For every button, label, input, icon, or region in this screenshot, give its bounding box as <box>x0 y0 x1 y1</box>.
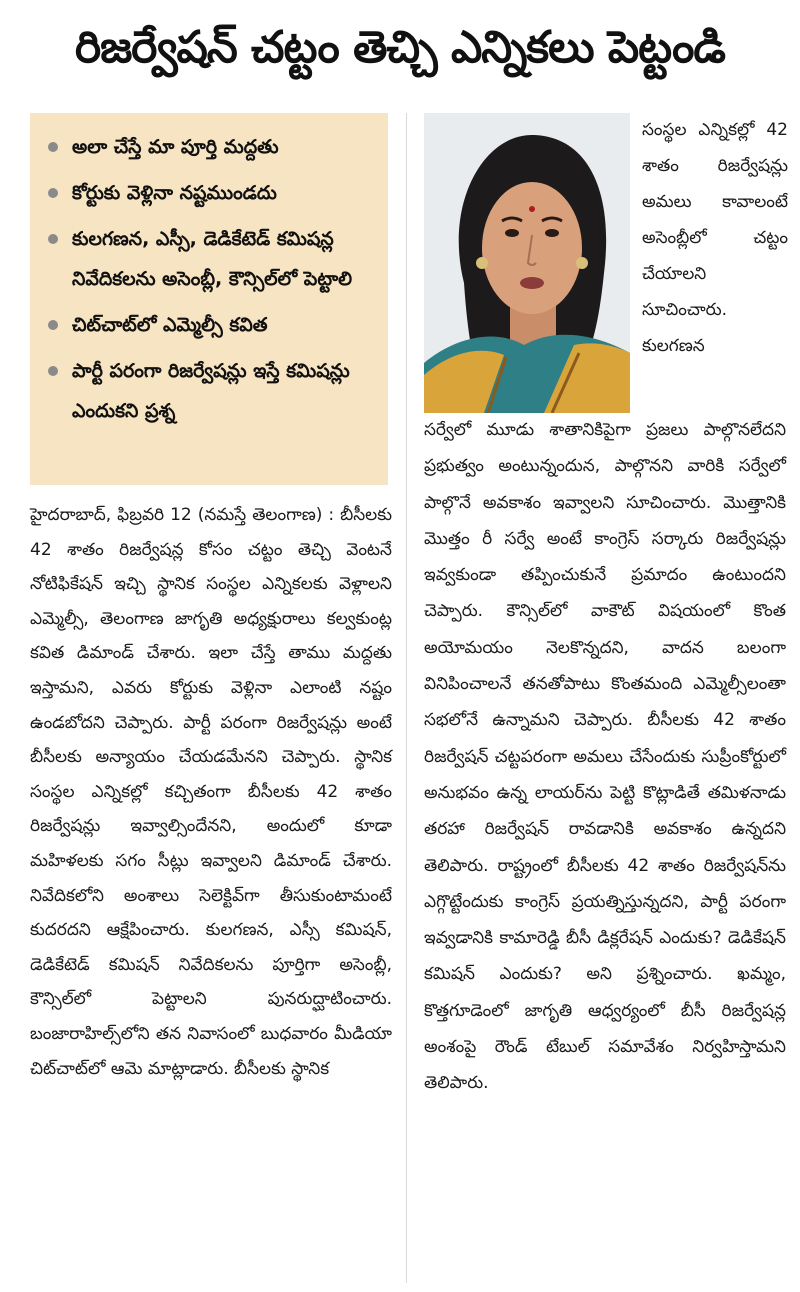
highlight-text: అలా చేస్తే మా పూర్తి మద్దతు <box>72 136 279 158</box>
article-text: సంస్థల ఎన్నికల్లో 42 శాతం రిజర్వేషన్లు అమలు కావాలంటే అసెంబ్లీలో చట్టం చేయాలని సూచించారు. కులగణన <box>642 120 788 356</box>
highlight-item <box>44 219 380 299</box>
bullet-icon <box>48 188 58 198</box>
article-text: సర్వేలో మూడు శాతానికిపైగా ప్రజలు పాల్గొనలేదని ప్రభుత్వం అంటున్నందున, పాల్గొనని వారికి సర్వేలో పాల్గొనే అవకాశం ఇవ్వాలని సూచించారు. మొత్తానికి మొత్తం రీ సర్వే అంటే కాంగ్రెస్ సర్కారు రిజర్వేషన్లు ఇవ్వకుండా తప్పించుకునే ప్రమాదం ఉంటుందని చెప్పారు. కౌన్సిల్‌లో వాకౌట్ విషయంలో కొంత అయోమయం నెలకొన్నదని, వాదన బలంగా వినిపించాలనే తనతోపాటు కొంతమంది ఎమ్మెల్సీలంతా సభలోనే ఉన్నామని చెప్పారు. బీసీలకు 42 శాతం రిజర్వేషన్ చట్టపరంగా అమలు చేసేందుకు సుప్రీంకోర్టులో అనుభవం ఉన్న లాయర్‌ను పెట్టి కొట్లాడితే తమిళనాడు తరహా రిజర్వేషన్ రావడానికి అవకాశం ఉన్నదని తెలిపారు. రాష్ట్రంలో బీసీలకు 42 శాతం రిజర్వేషన్‌ను ఎగ్గొట్టేందుకు కాంగ్రెస్ ప్రయత్నిస్తున్నదని, పార్టీ పరంగా ఇవ్వడానికి కామారెడ్డి బీసీ డిక్లరేషన్ ఎందుకు? డెడికేషన్ కమిషన్ ఎందుకు? అని ప్రశ్నించారు. ఖమ్మం, కొత్తగూడెంలో జాగృతి ఆధ్వర్యంలో బీసీ రిజర్వేషన్ల అంశంపై రౌండ్ టేబుల్ సమావేశం నిర్వహిస్తామని తెలిపారు. <box>424 420 786 1094</box>
portrait-photo <box>424 113 630 413</box>
column-divider <box>406 113 407 1283</box>
highlight-item <box>44 127 380 167</box>
portrait-illustration <box>424 113 630 413</box>
bullet-icon <box>48 142 58 152</box>
highlight-text: కోర్టుకు వెళ్లినా నష్టముండదు <box>72 182 277 204</box>
highlight-text: పార్టీ పరంగా రిజర్వేషన్లు ఇస్తే కమిషన్లు ఎందుకని ప్రశ్న <box>72 360 350 422</box>
article-column-right-top <box>642 112 788 364</box>
article-text: హైదరాబాద్, ఫిబ్రవరి 12 (నమస్తే తెలంగాణ) : బీసీలకు 42 శాతం రిజర్వేషన్ల కోసం చట్టం తెచ్చి వెంటనే నోటిఫికేషన్ ఇచ్చి స్థానిక సంస్థల ఎన్నికలకు వెళ్లాలని ఎమ్మెల్సీ, తెలంగాణ జాగృతి అధ్యక్షురాలు కల్వకుంట్ల కవిత డిమాండ్ చేశారు. ఇలా చేస్తే తాము మద్దతు ఇస్తామని, ఎవరు కోర్టుకు వెళ్లినా ఎలాంటి నష్టం ఉండబోదని చెప్పారు. పార్టీ పరంగా రిజర్వేషన్లు అంటే బీసీలకు అన్యాయం చేయడమేనని చెప్పారు. స్థానిక సంస్థల ఎన్నికల్లో కచ్చితంగా బీసీలకు 42 శాతం రిజర్వేషన్లు ఇవ్వాల్సిందేనని, అందులో కూడా మహిళలకు సగం సీట్లు ఇవ్వాలని డిమాండ్ చేశారు. నివేదికలోని అంశాలు సెలెక్టివ్‌గా తీసుకుంటామంటే కుదరదని ఆక్షేపించారు. కులగణన, ఎస్సీ కమిషన్, డెడికేటెడ్ కమిషన్ నివేదికలను పూర్తిగా అసెంబ్లీ, కౌన్సిల్‌లో పెట్టాలని పునరుద్ఘాటించారు. బంజారాహిల్స్‌లోని తన నివాసంలో బుధవారం మీడియా చిట్‌చాట్‌లో ఆమె మాట్లాడారు. బీసీలకు స్థానిక <box>30 505 392 1079</box>
bullet-icon <box>48 234 58 244</box>
highlight-item <box>44 351 380 431</box>
highlight-text: చిట్‌చాట్‌లో ఎమ్మెల్సీ కవిత <box>72 314 268 336</box>
bullet-icon <box>48 366 58 376</box>
highlight-item <box>44 305 380 345</box>
article-column-right <box>424 412 786 1102</box>
highlight-text: కులగణన, ఎస్సీ, డెడికేటెడ్ కమిషన్ల నివేదికలను అసెంబ్లీ, కౌన్సిల్‌లో పెట్టాలి <box>72 228 353 290</box>
highlights-box <box>30 113 388 485</box>
highlights-list <box>44 127 380 431</box>
headline: రిజర్వేషన్ చట్టం తెచ్చి ఎన్నికలు పెట్టండి <box>74 22 725 73</box>
article-column-left <box>30 498 392 1086</box>
bullet-icon <box>48 320 58 330</box>
highlight-item <box>44 173 380 213</box>
